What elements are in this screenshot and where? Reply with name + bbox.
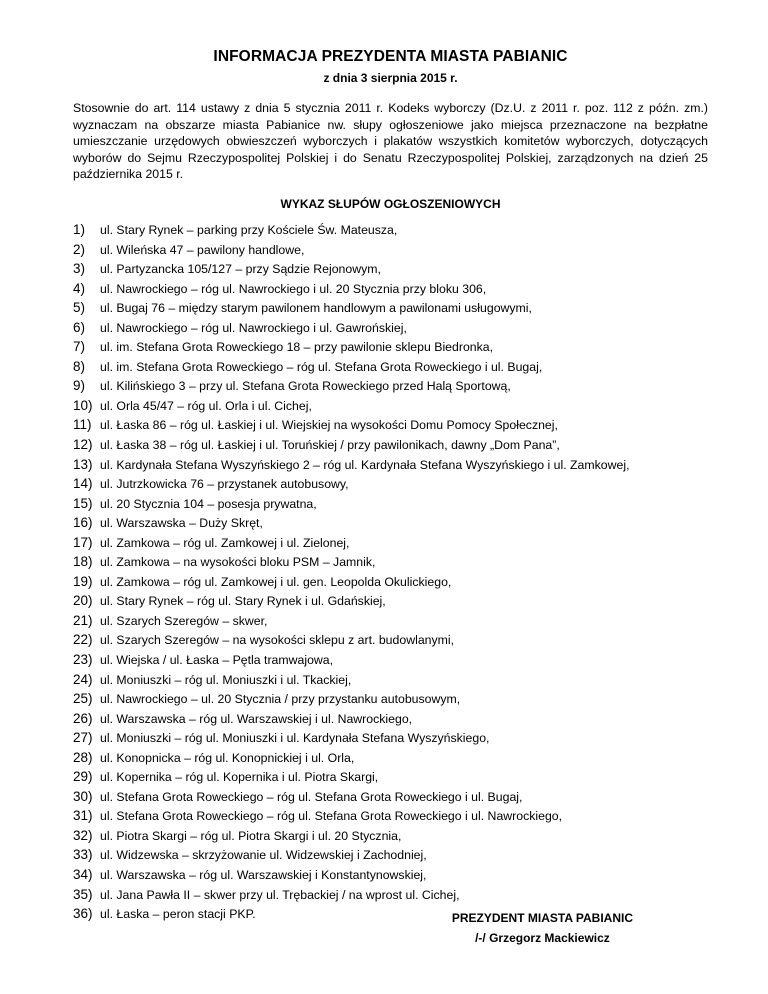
list-item-number: 30) [73, 788, 93, 804]
list-item [73, 672, 708, 692]
list-item-number: 4) [73, 280, 86, 296]
list-item-number: 10) [73, 397, 93, 413]
list-item-text: ul. Kopernika – róg ul. Kopernika i ul. Piotra Skargi, [100, 770, 379, 785]
list-item-text: ul. Zamkowa – róg ul. Zamkowej i ul. Zielonej, [100, 535, 350, 550]
list-item-text: ul. Wiejska / ul. Łaska – Pętla tramwajowa, [100, 653, 334, 667]
list-item-number: 25) [73, 691, 93, 707]
list-item [73, 417, 708, 437]
list-item-number: 24) [73, 671, 93, 687]
list-item-text: ul. Widzewska – skrzyżowanie ul. Widzewskiej i Zachodniej, [100, 848, 427, 863]
list-item-number: 22) [73, 632, 93, 648]
list-item-text: ul. Wileńska 47 – pawilony handlowe, [100, 242, 305, 257]
list-item-text: ul. Moniuszki – róg ul. Moniuszki i ul. Kardynała Stefana Wyszyńskiego, [100, 731, 490, 746]
list-item [73, 828, 708, 848]
list-item [73, 437, 708, 457]
list-item-number: 1) [73, 221, 86, 237]
list-item-number: 5) [73, 300, 86, 316]
list-heading: WYKAZ SŁUPÓW OGŁOSZENIOWYCH [280, 196, 501, 211]
list-item-text: ul. Warszawska – róg ul. Warszawskiej i ul. Nawrockiego, [100, 711, 413, 726]
list-item [73, 867, 708, 887]
list-item-number: 8) [73, 358, 86, 374]
list-item [73, 261, 708, 281]
list-item-number: 34) [73, 867, 93, 883]
list-item-text: ul. Piotra Skargi – róg ul. Piotra Skargi i ul. 20 Stycznia, [100, 828, 402, 843]
list-item [73, 613, 708, 633]
list-item [73, 691, 708, 711]
list-item-text: ul. Stefana Grota Roweckiego – róg ul. Stefana Grota Roweckiego i ul. Bugaj, [100, 789, 523, 804]
list-item-text: ul. im. Stefana Grota Roweckiego 18 – przy pawilonie sklepu Biedronka, [100, 340, 494, 355]
list-item [73, 652, 708, 672]
document-title: INFORMACJA PREZYDENTA MIASTA PABIANIC [213, 48, 568, 65]
list-item-text: ul. Łaska 86 – róg ul. Łaskiej i ul. Wiejskiej na wysokości Domu Pomocy Społecznej, [100, 418, 558, 433]
list-item-number: 9) [73, 378, 86, 394]
list-item-number: 23) [73, 652, 93, 667]
list-item-number: 13) [73, 456, 93, 472]
list-item-number: 28) [73, 749, 93, 765]
list-item [73, 887, 708, 907]
signature-name: /-/ Grzegorz Mackiewicz [475, 931, 610, 945]
list-item-number: 21) [73, 612, 93, 628]
list-item-number: 18) [73, 554, 93, 570]
list-item [73, 711, 708, 731]
list-item [73, 300, 708, 320]
list-item-text: ul. Zamkowa – róg ul. Zamkowej i ul. gen. Leopolda Okulickiego, [100, 574, 452, 589]
list-item-text: ul. Kardynała Stefana Wyszyńskiego 2 – róg ul. Kardynała Stefana Wyszyńskiego i ul. Zamkowej, [100, 457, 630, 472]
list-item-number: 14) [73, 476, 93, 492]
list-item [73, 242, 708, 262]
list-item-text: ul. Nawrockiego – róg ul. Nawrockiego i ul. 20 Stycznia przy bloku 306, [100, 281, 487, 296]
list-item-text: ul. Łaska – peron stacji PKP. [100, 907, 256, 922]
list-item-number: 26) [73, 710, 93, 726]
list-item-text: ul. Jutrzkowicka 76 – przystanek autobusowy, [100, 477, 349, 492]
list-item [73, 457, 708, 477]
signature-block [452, 908, 633, 948]
list-item-text: ul. Orla 45/47 – róg ul. Orla i ul. Cichej, [100, 398, 312, 413]
intro-paragraph: Stosownie do art. 114 ustawy z dnia 5 stycznia 2011 r. Kodeks wyborczy (Dz.U. z 2011 r. poz. 112 z późn. zm.) wyznaczam na obszarze miasta Pabianice nw. słupy ogłoszeniowe jako miejsca przeznaczone na bezpłatne umieszczanie urzędowych obwieszczeń wyborczych i plakatów wszystkich komitetów wyborczych, dotyczących wyborów do Sejmu Rzeczypospolitej Polskiej i do Senatu Rzeczypospolitej Polskiej, zarządzonych na dzień 25 października 2015 r. [73, 101, 708, 182]
list-item-text: ul. 20 Stycznia 104 – posesja prywatna, [100, 496, 317, 511]
list-item-text: ul. Szarych Szeregów – na wysokości sklepu z art. budowlanymi, [100, 633, 455, 648]
list-item-text: ul. Warszawska – Duży Skręt, [100, 516, 263, 531]
list-item [73, 378, 708, 398]
list-item [73, 535, 708, 555]
list-item-number: 12) [73, 436, 93, 452]
list-item [73, 339, 708, 359]
list-item-text: ul. Stary Rynek – róg ul. Stary Rynek i ul. Gdańskiej, [100, 594, 386, 609]
list-item [73, 515, 708, 535]
list-item-number: 32) [73, 827, 93, 843]
list-item-number: 2) [73, 241, 86, 257]
list-item-text: ul. Zamkowa – na wysokości bloku PSM – Jamnik, [100, 555, 376, 570]
list-item [73, 496, 708, 516]
list-item-number: 33) [73, 847, 93, 863]
list-item [73, 281, 708, 301]
list-item [73, 398, 708, 418]
list-item-number: 11) [73, 417, 92, 433]
list-item [73, 359, 708, 379]
list-item [73, 554, 708, 574]
list-item-text: ul. Konopnicka – róg ul. Konopnickiej i ul. Orla, [100, 750, 355, 765]
list-item-text: ul. Stefana Grota Roweckiego – róg ul. Stefana Grota Roweckiego i ul. Nawrockiego, [100, 809, 563, 824]
list-item [73, 769, 708, 789]
list-item-text: ul. Kilińskiego 3 – przy ul. Stefana Grota Roweckiego przed Halą Sportową, [100, 379, 511, 394]
list-item-number: 6) [73, 319, 86, 335]
list-item-number: 20) [73, 593, 93, 609]
list-item-text: ul. Moniuszki – róg ul. Moniuszki i ul. Tkackiej, [100, 672, 352, 687]
billboard-list [73, 222, 708, 926]
list-item-text: ul. Jana Pawła II – skwer przy ul. Trębackiej / na wprost ul. Cichej, [100, 887, 460, 902]
list-item-text: ul. Partyzancka 105/127 – przy Sądzie Rejonowym, [100, 262, 381, 277]
list-item-text: ul. Nawrockiego – róg ul. Nawrockiego i ul. Gawrońskiej, [100, 320, 407, 335]
signature-title: PREZYDENT MIASTA PABIANIC [451, 911, 633, 925]
list-item [73, 632, 708, 652]
list-item [73, 750, 708, 770]
list-item-number: 29) [73, 769, 93, 785]
list-item [73, 574, 708, 594]
list-item-number: 35) [73, 886, 93, 902]
list-item-number: 31) [73, 808, 93, 824]
list-item [73, 593, 708, 613]
list-item [73, 222, 708, 242]
list-item-text: ul. Nawrockiego – ul. 20 Stycznia / przy przystanku autobusowym, [100, 692, 461, 707]
list-item-number: 36) [73, 906, 93, 922]
list-item-number: 3) [73, 261, 86, 277]
list-item [73, 320, 708, 340]
list-item-number: 16) [73, 515, 93, 531]
list-item-text: ul. Warszawska – róg ul. Warszawskiej i Konstantynowskiej, [100, 868, 427, 883]
list-item-text: ul. Stary Rynek – parking przy Kościele Św. Mateusza, [100, 222, 398, 237]
list-item-number: 19) [73, 573, 93, 589]
list-item-number: 17) [73, 534, 93, 550]
list-item [73, 730, 708, 750]
list-item [73, 808, 708, 828]
list-item-text: ul. Bugaj 76 – między starym pawilonem handlowym a pawilonami usługowymi, [100, 301, 532, 316]
list-item [73, 789, 708, 809]
list-item-text: ul. im. Stefana Grota Roweckiego – róg ul. Stefana Grota Roweckiego i ul. Bugaj, [100, 359, 543, 374]
list-item-number: 27) [73, 730, 93, 746]
list-item [73, 847, 708, 867]
list-item-number: 7) [73, 339, 86, 355]
document-date: z dnia 3 sierpnia 2015 r. [323, 71, 458, 85]
list-item [73, 476, 708, 496]
list-item-text: ul. Łaska 38 – róg ul. Łaskiej i ul. Toruńskiej / przy pawilonikach, dawny „Dom Pana”, [100, 437, 560, 452]
list-item-text: ul. Szarych Szeregów – skwer, [100, 613, 268, 628]
list-item-number: 15) [73, 495, 93, 511]
